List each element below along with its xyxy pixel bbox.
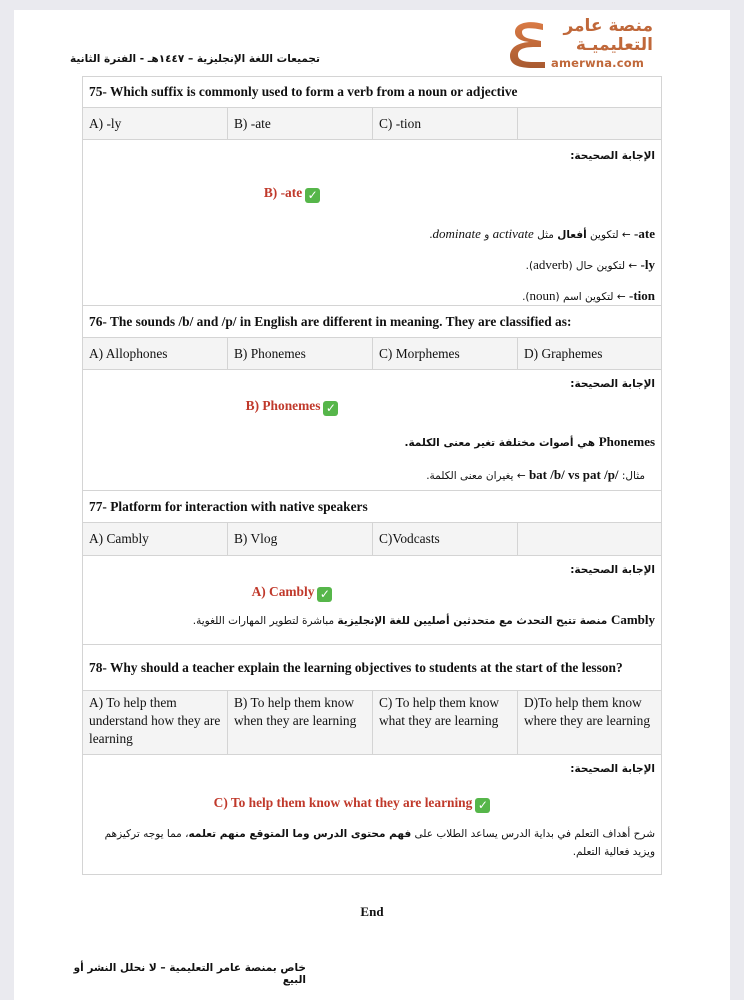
option-b: B) To help them know when they are learning	[228, 691, 373, 755]
answer-label: الإجابة الصحيحة:	[570, 150, 655, 162]
explanation-line: ly- ← لتكوين حال (adverb).	[525, 257, 655, 272]
footer-notice: خاص بمنصة عامر التعليمية – لا نحلل النشر أو البيع	[73, 962, 306, 986]
options-row	[83, 523, 662, 556]
question-row	[83, 306, 662, 338]
option-empty	[518, 523, 662, 556]
question-row	[83, 491, 662, 523]
correct-answer: C) To help them know what they are learning ✓	[89, 795, 615, 813]
options-row	[83, 108, 662, 140]
question-row	[83, 77, 662, 108]
document-header-title	[70, 53, 320, 65]
question-76-table	[82, 305, 662, 493]
correct-answer: A) Cambly ✓	[89, 584, 495, 602]
question-text: 77- Platform for interaction with native speakers	[83, 491, 662, 523]
brand-logo	[507, 16, 657, 72]
question-text: 78- Why should a teacher explain the learning objectives to students at the start of the lesson?	[83, 645, 662, 691]
option-a: A) Cambly	[83, 523, 228, 556]
explanation	[89, 219, 655, 312]
answer-row	[83, 370, 662, 493]
explanation-line: Cambly منصة تتيح التحدث مع متحدثين أصليين للغة الإنجليزية مباشرة لتطوير المهارات اللغوية.	[192, 612, 656, 627]
correct-answer: B) Phonemes ✓	[89, 398, 495, 416]
question-78-table	[82, 644, 662, 875]
option-c: C)Vodcasts	[373, 523, 518, 556]
question-row	[83, 645, 662, 691]
answer-label: الإجابة الصحيحة:	[570, 763, 656, 775]
logo-url: amerwna.com	[551, 56, 645, 70]
question-text: 75- Which suffix is commonly used to form a verb from a noun or adjective	[83, 77, 662, 108]
explanation	[89, 610, 655, 631]
question-77-table	[82, 490, 662, 645]
logo-ain-icon	[507, 18, 547, 70]
end-label: End	[360, 904, 384, 919]
option-b: B) Phonemes	[228, 338, 373, 370]
explanation-line: مثال: bat /b/ vs pat /p/ ← يغيران معنى الكلمة.	[426, 467, 646, 482]
answer-row	[83, 755, 662, 875]
explanation-line: ate- ← لتكوين أفعال مثل activate و dominate.	[429, 226, 655, 241]
option-empty	[518, 108, 662, 140]
answer-label: الإجابة الصحيحة:	[570, 378, 656, 390]
options-row	[83, 691, 662, 755]
check-box-icon: ✓	[305, 188, 320, 203]
option-b: B) -ate	[228, 108, 373, 140]
check-box-icon: ✓	[475, 798, 490, 813]
explanation-line: Phonemes هي أصوات مختلفة تغير معنى الكلمة.	[404, 434, 656, 449]
explanation-line: شرح أهداف التعلم في بداية الدرس يساعد الطلاب على فهم محتوى الدرس وما المتوقع منهم تعلمه، مما يوجه تركيزهم ويزيد فعالية التعلم.	[104, 828, 656, 858]
option-d: D) Graphemes	[518, 338, 662, 370]
correct-answer: B) -ate ✓	[89, 185, 495, 203]
explanation	[89, 825, 655, 861]
option-a: A) Allophones	[83, 338, 228, 370]
explanation	[89, 426, 655, 492]
logo-text-line1: منصة عامر	[563, 16, 653, 36]
check-box-icon: ✓	[317, 587, 332, 602]
question-75-table	[82, 76, 662, 337]
option-b: B) Vlog	[228, 523, 373, 556]
option-c: C) Morphemes	[373, 338, 518, 370]
logo-text-line2: التعليميـة	[575, 35, 653, 55]
answer-label: الإجابة الصحيحة:	[570, 564, 656, 576]
option-d: D)To help them know where they are learning	[518, 691, 662, 755]
header-title-text: تجميعات اللغة الإنجليزية – ١٤٤٧هـ - الفترة الثانية	[70, 53, 320, 65]
answer-row	[83, 556, 662, 645]
option-a: A) -ly	[83, 108, 228, 140]
option-c: C) To help them know what they are learning	[373, 691, 518, 755]
explanation-line: tion- ← لتكوين اسم (noun).	[522, 288, 655, 303]
option-c: C) -tion	[373, 108, 518, 140]
question-text: 76- The sounds /b/ and /p/ in English are different in meaning. They are classified as:	[83, 306, 662, 338]
option-a: A) To help them understand how they are learning	[83, 691, 228, 755]
options-row	[83, 338, 662, 370]
check-box-icon: ✓	[323, 401, 338, 416]
